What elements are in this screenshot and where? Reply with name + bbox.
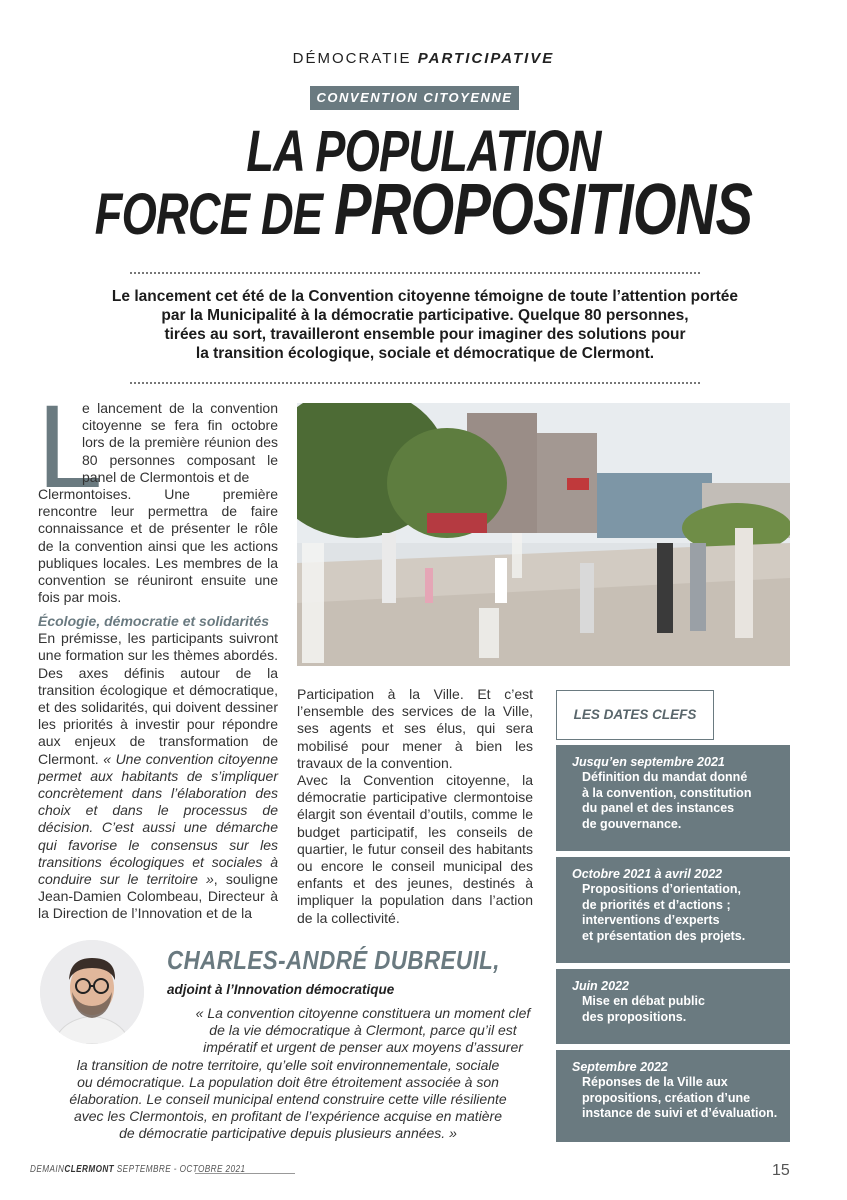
date-box [556,969,790,1044]
date-text: Définition du mandat donné [582,770,748,784]
article-attribution: , souligne Jean-Damien Colombeau, Directeur à la Direction de l’Innovation et de la [38,871,278,922]
date-text: des propositions. [582,1009,687,1024]
date-text: propositions, création d’une [582,1090,751,1105]
date-label: Octobre 2021 à avril 2022 [572,867,723,881]
divider-top [130,272,700,274]
category-tag: CONVENTION CITOYENNE [310,86,519,110]
article-subheading: Écologie, démocratie et solidarités [38,613,270,629]
article-paragraph-start: e lancement de la convention citoyenne se fera fin octobre lors de la première réunion des 80 personnes composant le panel de Clermontois et de [82,400,278,485]
intro-line: tirées au sort, travailleront ensemble pour imaginer des solutions pour [164,326,686,343]
quote-line: « La convention citoyenne constituera un moment clef [195,1005,531,1021]
page-number: 15 [772,1162,790,1179]
quote-line: de démocratie participative depuis plusieurs années. » [119,1125,457,1142]
brand-part-b: CLERMONT [64,1164,115,1175]
date-text: Propositions d’orientation, [582,882,742,896]
divider-bottom [130,382,700,384]
date-label: Jusqu’en septembre 2021 [572,755,725,769]
plaza-photo [297,403,790,666]
quote-author-role: adjoint à l’Innovation démocratique [167,982,395,997]
article-paragraph: Participation à la Ville. Et c’est l’ensemble des services de la Ville, ses agents et ses élus, qui sera mobilisé pour mener à bien les travaux de la convention. [297,686,533,771]
date-text: à la convention, constitution [582,785,752,800]
key-dates-title: LES DATES CLEFS [556,690,714,740]
date-text: instance de suivi et d’évaluation. [582,1106,778,1120]
article-column-2 [297,686,533,927]
footer-rule [195,1173,295,1174]
section-emphasis: PARTICIPATIVE [417,50,555,67]
date-text: du panel et des instances [582,801,735,815]
quote-text [40,1005,536,1143]
section-word: DÉMOCRATIE [292,50,412,67]
issue-date: SEPTEMBRE - OCTOBRE 2021 [116,1164,246,1175]
page-title-line1: LA POPULATION [246,119,601,184]
intro-line: Le lancement cet été de la Convention citoyenne témoigne de toute l’attention portée [111,288,739,305]
article-section [38,613,278,923]
quote-line: la transition de notre territoire, qu’elle soit environnementale, sociale [76,1056,500,1073]
date-box [556,1050,790,1142]
date-text: de priorités et d’actions ; [582,897,731,912]
quote-line: ou démocratique. La population doit être étroitement associée à son [77,1073,499,1090]
article-inline-quote: « Une convention citoyenne permet aux habitants de s’impliquer concrètement dans l’élaboration des choix et dans le processus de décision. C’est aussi une démarche qui favorise le consensus sur les transitions écologiques et sociales à conduire sur le territoire » [38,750,278,888]
page-title-line2 [93,170,754,250]
date-text: Mise en débat public [582,994,705,1008]
quote-line: avec les Clermontois, en profitant de l’expérience acquise en matière [73,1108,502,1125]
quote-line: élaboration. Le conseil municipal entend construire cette ville résiliente [69,1091,507,1108]
drop-cap: L [37,381,103,513]
date-text: de gouvernance. [582,816,682,831]
brand-part-a: DEMAIN [30,1164,65,1175]
quote-line: de la vie démocratique à Clermont, parce qu’il est [209,1022,517,1039]
date-label: Juin 2022 [572,979,629,993]
date-box [556,745,790,851]
intro-line: par la Municipalité à la démocratie participative. Quelque 80 personnes, [161,307,689,324]
date-text: Réponses de la Ville aux [582,1075,728,1089]
date-box [556,857,790,963]
quote-author-name: CHARLES-ANDRÉ DUBREUIL, [167,945,500,975]
date-text: et présentation des projets. [582,928,746,943]
section-label [0,50,847,67]
date-label: Septembre 2022 [572,1060,668,1074]
article-paragraph: En prémisse, les participants suivront une formation sur les thèmes abordés. Des axes définis autour de la transition écologique et démocratique, et des solidarités, qui doivent dessiner les priorités à investir pour répondre aux enjeux de transformation de Clermont. [38,630,278,767]
intro-paragraph [70,287,780,363]
plaza-illustration [297,403,790,666]
date-text: interventions d’experts [582,913,720,927]
title-big-part: PROPOSITIONS [334,170,753,250]
quote-line: impératif et urgent de penser aux moyens d’assurer [203,1039,523,1056]
intro-line: la transition écologique, sociale et démocratique de Clermont. [195,345,655,362]
title-small-part: FORCE DE [94,182,323,247]
article-paragraph: Avec la Convention citoyenne, la démocratie participative clermontoise élargit son éventail d’outils, comme le budget participatif, les conseils de quartier, le futur conseil des habitants ou encore le conseil municipal des enfants et des jeunes, destinés à impliquer la population dans l’action de la collectivité. [297,772,533,926]
article-paragraph-cont: Clermontoises. Une première rencontre leur permettra de faire connaissance et de présenter le rôle de la convention ainsi que les actions publiques locales. Les membres de la convention se réuniront ensuite une fois par mois. [38,486,278,606]
